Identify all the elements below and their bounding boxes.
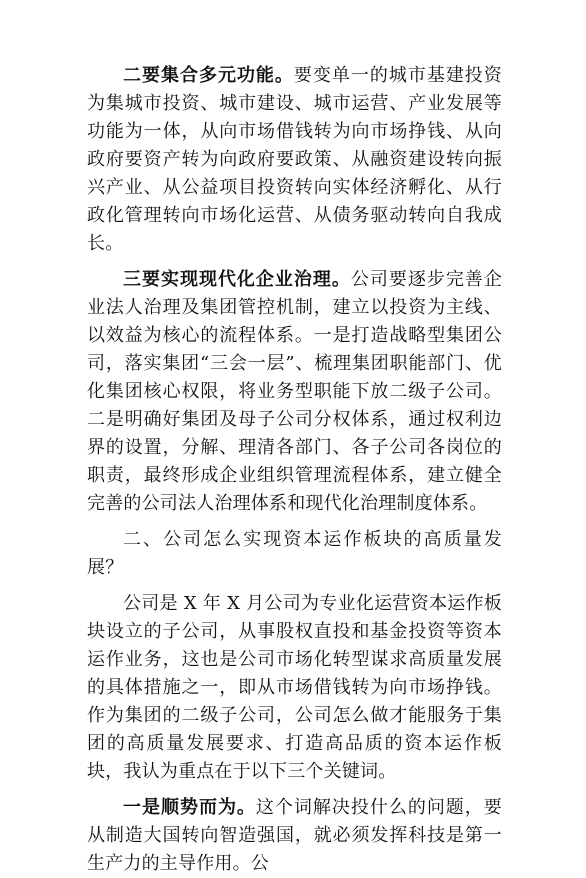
paragraph-company-intro [87, 590, 502, 786]
document-body [87, 62, 502, 878]
paragraph-modern-governance [87, 266, 502, 518]
paragraph-collect-functions [87, 62, 502, 258]
paragraph-lead: 三要实现现代化企业治理。 [123, 269, 351, 290]
paragraph-text: 公司是 X 年 X 月公司为专业化运营资本运作板块设立的子公司，从事股权直投和基金投资等资本运作业务，这也是公司市场化转型谋求高质量发展的具体措施之一，即从市场借钱转为向市场挣钱。作为集团的二级子公司，公司怎么做才能服务于集团的高质量发展要求、打造高品质的资本运作板块，我认为重点在于以下三个关键词。 [87, 593, 502, 782]
paragraph-lead: 二要集合多元功能。 [123, 65, 294, 86]
section-heading [87, 526, 502, 582]
paragraph-lead: 一是顺势而为。 [123, 797, 256, 818]
paragraph-text: 这个词解决投什么的问题，要从制造大国转向智造强国，就必须发挥科技是第一生产力的主导作用。公 [87, 797, 502, 874]
section-heading-text: 二、公司怎么实现资本运作板块的高质量发展？ [87, 529, 502, 578]
paragraph-follow-trend [87, 794, 502, 878]
paragraph-text: 要变单一的城市基建投资为集城市投资、城市建设、城市运营、产业发展等功能为一体，从向市场借钱转为向市场挣钱、从向政府要资产转为向政府要政策、从融资建设转向振兴产业、从公益项目投资转向实体经济孵化、从行政化管理转向市场化运营、从债务驱动转向自我成长。 [87, 65, 502, 254]
paragraph-text: 公司要逐步完善企业法人治理及集团管控机制，建立以投资为主线、以效益为核心的流程体系。一是打造战略型集团公司，落实集团“三会一层”、梳理集团职能部门、优化集团核心权限，将业务型职能下放二级子公司。二是明确好集团及母子公司分权体系，通过权利边界的设置，分解、理清各部门、各子公司各岗位的职责，最终形成企业组织管理流程体系，建立健全完善的公司法人治理体系和现代化治理制度体系。 [87, 269, 502, 514]
